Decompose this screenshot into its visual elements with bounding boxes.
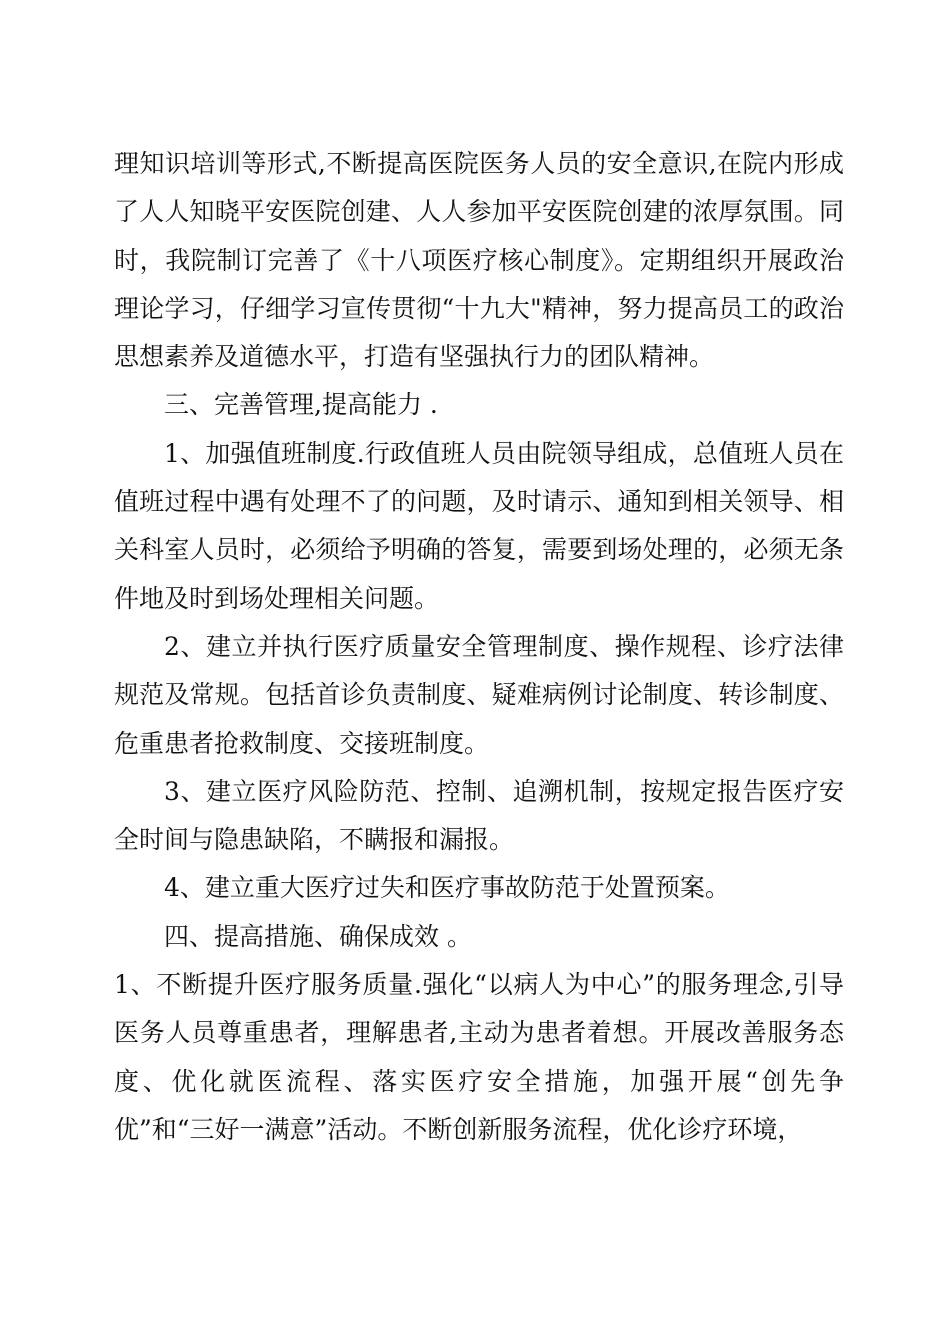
paragraph-item-3-3: 3、建立医疗风险防范、控制、追溯机制，按规定报告医疗安全时间与隐患缺陷，不瞒报和漏报。 [114, 776, 844, 855]
paragraph-item-4-1: 1、不断提升医疗服务质量.强化“以病人为中心”的服务理念,引导医务人员尊重患者，理解患者,主动为患者着想。开展改善服务态度、优化就医流程、落实医疗安全措施，加强开展“创先争优”和“三好一满意”活动。不断创新服务流程，优化诊疗环境， [114, 970, 844, 1144]
paragraph-continuation: 理知识培训等形式,不断提高医院医务人员的安全意识,在院内形成了人人知晓平安医院创建、人人参加平安医院创建的浓厚氛围。同时，我院制订完善了《十八项医疗核心制度》。定期组织开展政治理论学习，仔细学习宣传贯彻“十九大"精神，努力提高员工的政治思想素养及道德水平，打造有坚强执行力的团队精神。 [114, 149, 844, 372]
paragraph-item-3-4: 4、建立重大医疗过失和医疗事故防范于处置预案。 [164, 873, 730, 903]
document-body [114, 140, 844, 1154]
paragraph-item-3-2: 2、建立并执行医疗质量安全管理制度、操作规程、诊疗法律规范及常规。包括首诊负责制度、疑难病例讨论制度、转诊制度、危重患者抢救制度、交接班制度。 [114, 631, 844, 758]
paragraph-item-3-1: 1、加强值班制度.行政值班人员由院领导组成，总值班人员在值班过程中遇有处理不了的问题，及时请示、通知到相关领导、相关科室人员时，必须给予明确的答复，需要到场处理的，必须无条件地及时到场处理相关问题。 [114, 438, 844, 613]
section-heading-4: 四、提高措施、确保成效 。 [164, 921, 472, 951]
section-heading-3: 三、完善管理,提高能力 . [164, 390, 438, 420]
